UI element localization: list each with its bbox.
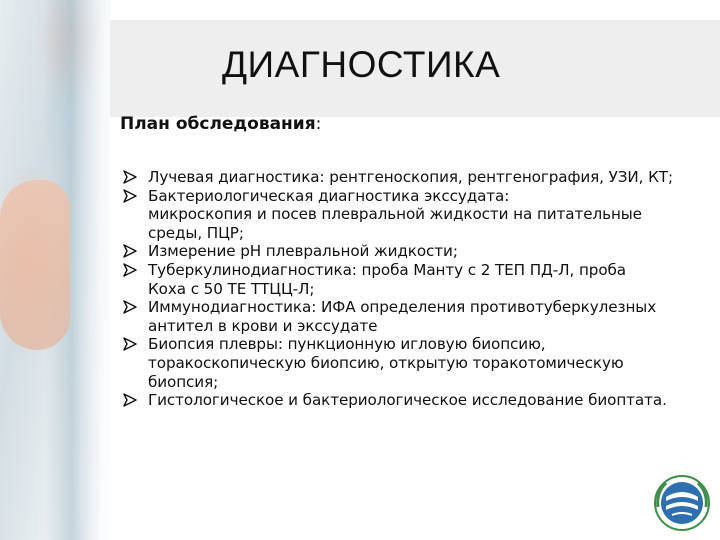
arrowhead-bullet-icon <box>122 168 138 186</box>
bullet-line: Коха с 50 ТЕ ТТЦЦ-Л; <box>148 279 315 298</box>
bullet-item <box>122 335 707 391</box>
subtitle-colon: : <box>315 114 322 134</box>
arrowhead-bullet-icon <box>122 242 138 260</box>
hand-shape <box>0 180 70 350</box>
bullet-line: Иммунодиагностика: ИФА определения противотуберкулезных <box>148 298 657 317</box>
bullet-line: биопсия; <box>148 372 219 391</box>
subtitle-text: План обследования <box>120 114 316 134</box>
arrowhead-bullet-icon <box>122 261 138 279</box>
arrowhead-bullet-icon <box>122 187 138 205</box>
bullet-line: торакоскопическую биопсию, открытую торакотомическую <box>148 353 624 372</box>
bullet-line: Туберкулинодиагностика: проба Манту с 2 ТЕП ПД-Л, проба <box>148 260 626 279</box>
bullet-item <box>122 391 707 410</box>
bullet-line: антител в крови и экссудате <box>148 316 378 335</box>
slide-subtitle <box>120 114 321 134</box>
arrowhead-bullet-icon <box>122 335 138 353</box>
bullet-item <box>122 261 707 298</box>
bullet-line: Лучевая диагностика: рентгеноскопия, рентгенография, УЗИ, КТ; <box>148 168 673 186</box>
arrowhead-bullet-icon <box>122 298 138 316</box>
bullet-line: среды, ПЦР; <box>148 223 244 242</box>
university-emblem-icon <box>652 473 712 533</box>
bullet-line: микроскопия и посев плевральной жидкости на питательные <box>148 205 642 224</box>
bullet-item <box>122 168 707 187</box>
bullet-item <box>122 298 707 335</box>
bullet-item <box>122 187 707 243</box>
bullet-line: Измерение рН плевральной жидкости; <box>148 242 458 261</box>
slide-title: ДИАГНОСТИКА <box>222 44 501 85</box>
bullet-list <box>122 168 707 410</box>
bullet-item <box>122 242 707 261</box>
bullet-line: Бактериологическая диагностика экссудата: <box>148 186 510 205</box>
bullet-line: Биопсия плевры: пункционную игловую биопсию, <box>148 335 546 354</box>
arrowhead-bullet-icon <box>122 391 138 409</box>
bullet-line: Гистологическое и бактериологическое исследование биоптата. <box>148 391 667 410</box>
